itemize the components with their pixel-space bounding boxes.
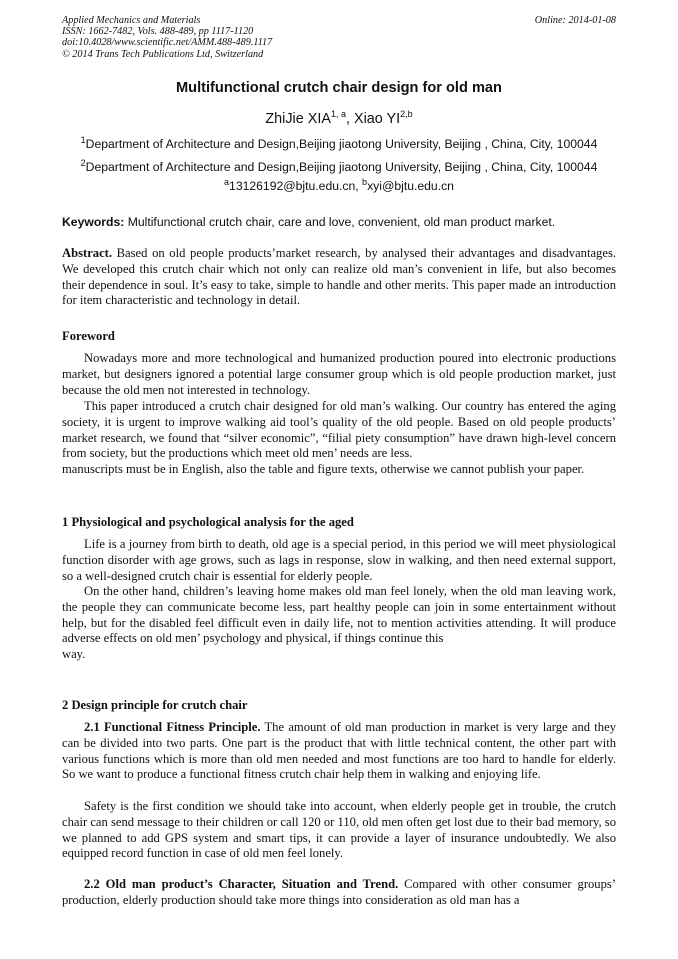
affiliation-text: Department of Architecture and Design,Beijing jiaotong University, Beijing , China, City, 100044 (85, 160, 598, 174)
journal-info (62, 15, 616, 60)
author-superscript: 1, a (330, 109, 346, 120)
section-2-paragraph (62, 799, 616, 862)
author-superscript: 2,b (400, 109, 413, 120)
paragraph-text: Life is a journey from birth to death, old age is a special period, in this period we will meet physiological function disorder with age grows, such as lags in response, slow in walking, and then need external support, so a well-designed crutch chair is essential for elderly people. (62, 537, 616, 583)
affiliation-superscript: 2 (80, 157, 86, 168)
online-date: Online: 2014-01-08 (534, 15, 616, 26)
keywords-label: Keywords: (62, 215, 125, 229)
author-emails (0, 176, 678, 193)
foreword-heading: Foreword (62, 329, 115, 343)
section-1-paragraph (62, 537, 616, 584)
foreword-paragraph (62, 399, 616, 462)
subsection-2-1 (62, 720, 616, 783)
abstract (62, 246, 616, 309)
abstract-label: Abstract. (62, 246, 113, 260)
email-link[interactable]: xyi@bjtu.edu.cn (367, 179, 454, 193)
paragraph-text (62, 877, 616, 909)
affiliation-text: Department of Architecture and Design,Beijing jiaotong University, Beijing , China, City, 100044 (85, 137, 598, 151)
paragraph-text: This paper introduced a crutch chair designed for old man’s walking. Our country has entered the aging society, it is urgent to improve walking aid tool’s quality of the old people. Based on old people products’ market research, we found that “silver economic”, “filial piety consumption” have drawn high-level concern from society, but the productions which meet old men’ needs are less. (62, 399, 616, 461)
section-1-paragraph (62, 584, 616, 663)
paragraph-text: way. (62, 647, 86, 662)
author-name: Xiao YI (353, 111, 401, 127)
subsection-text: The amount of old man production in market is very large and they can be divided into two parts. One part is the product that with little technical content, the other part with various functions which is more than old men needed and most functions are too hard to handle for elderly. So we want to produce a functional fitness crutch chair help them in walking and enjoying life. (62, 720, 616, 782)
abstract-text: Based on old people products’market research, by analysed their advantages and disadvantages. We developed this crutch chair which not only can realize old man’s convenient in life, but also becomes their dependence in soul. It’s easy to take, simple to handle and other merits. This paper made an introduction for item characteristic and technology in detail. (62, 246, 616, 308)
author-name: ZhiJie XIA (265, 111, 331, 127)
email-superscript: b (362, 176, 368, 187)
issn-line: ISSN: 1662-7482, Vols. 488-489, pp 1117-1120 (62, 26, 254, 38)
email-superscript: a (224, 176, 230, 187)
copyright-line: © 2014 Trans Tech Publications Ltd, Switzerland (62, 48, 264, 60)
section-2-heading: 2 Design principle for crutch chair (62, 698, 248, 712)
journal-name: Applied Mechanics and Materials (62, 15, 201, 26)
paragraph-text: On the other hand, children’s leaving home makes old man feel lonely, when the old man leaving work, the people they can communicate become less, part healthy people can join in some entertainment without help, but for the disabled feel difficult even in daily life, not to mention activities attending. It will produce adverse effects on old men’ psychology and physical, if things continue this (62, 584, 616, 646)
subsection-text: Compared with other consumer groups’ production, elderly production should take more things into consideration as old man has a (62, 877, 616, 907)
subsection-2-2 (62, 877, 616, 909)
foreword-paragraph (62, 462, 616, 478)
affiliation-superscript: 1 (80, 134, 86, 145)
subsection-title: 2.1 Functional Fitness Principle. (84, 720, 261, 734)
email-link[interactable]: 13126192@bjtu.edu.cn, (229, 179, 363, 193)
paper-title: Multifunctional crutch chair design for old man (176, 80, 502, 96)
affiliation-1 (0, 134, 678, 151)
section-1-heading: 1 Physiological and psychological analysis for the aged (62, 515, 354, 529)
author-line (0, 110, 678, 128)
journal-header (62, 15, 616, 60)
author-separator: , (345, 111, 354, 127)
subsection-title: 2.2 Old man product’s Character, Situation and Trend. (84, 877, 399, 891)
paragraph-text (62, 720, 616, 783)
keywords (62, 215, 616, 230)
paragraph-text: Nowadays more and more technological and humanized production poured into electronic productions market, but designers ignored a potential large consumer group which is old people production market, just because the old men not interested in technology. (62, 351, 616, 397)
doi-line[interactable]: doi:10.4028/www.scientific.net/AMM.488-489.1117 (62, 37, 273, 49)
keywords-text: Multifunctional crutch chair, care and love, convenient, old man product market. (124, 215, 556, 229)
paragraph-text: manuscripts must be in English, also the table and figure texts, otherwise we cannot publish your paper. (62, 462, 585, 476)
paragraph-text: Safety is the first condition we should take into account, when elderly people get in trouble, the crutch chair can send message to their children or call 120 or 110, old men often get lost due to their bad memory, so we planned to add GPS system and smart tips, it can provide a layer of insurance undoubtedly. We also equipped record function in case of old men feel lonely. (62, 799, 616, 861)
affiliation-2 (0, 157, 678, 174)
foreword-paragraph (62, 351, 616, 398)
abstract-paragraph (62, 246, 616, 309)
